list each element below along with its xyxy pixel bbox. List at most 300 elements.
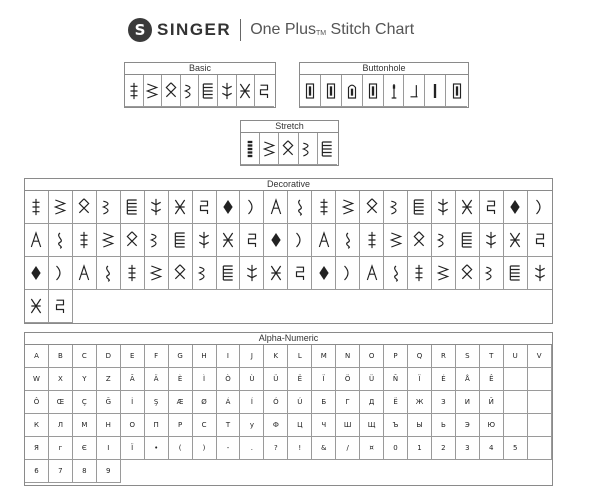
decorative-stitch-icon: [460, 196, 474, 218]
decorative-stitch-42: [480, 224, 504, 257]
decorative-stitch-67: [25, 290, 49, 323]
stretch-stitch-1: [241, 133, 260, 165]
alpha-numeric-cell: Ä: [145, 368, 169, 391]
decorative-stitch-27: [121, 224, 145, 257]
decorative-stitch-16: [384, 191, 408, 224]
buttonhole-stitch-4: [363, 75, 384, 107]
basic-stitch-icon: [183, 80, 197, 102]
basic-stitch-2: [144, 75, 163, 107]
decorative-stitch-24: [49, 224, 73, 257]
decorative-stitch-35: [312, 224, 336, 257]
alpha-numeric-cell: Ï: [312, 368, 336, 391]
alpha-numeric-cell: Ж: [408, 391, 432, 414]
trademark: TM: [316, 30, 327, 37]
decorative-stitch-icon: [29, 229, 43, 251]
alpha-numeric-cell: Å: [456, 368, 480, 391]
alpha-numeric-cell: Ї: [121, 437, 145, 460]
alpha-numeric-cell: З: [432, 391, 456, 414]
basic-stitch-5: [199, 75, 218, 107]
decorative-stitch-icon: [533, 229, 547, 251]
decorative-stitch-26: [97, 224, 121, 257]
decorative-stitch-49: [121, 257, 145, 290]
alpha-numeric-cell: -: [217, 437, 241, 460]
decorative-stitch-64: [480, 257, 504, 290]
buttonhole-stitch-1: [300, 75, 321, 107]
alpha-numeric-cell: H: [193, 345, 217, 368]
decorative-stitch-icon: [29, 295, 43, 317]
buttonhole-stitch-icon: [324, 80, 338, 102]
buttonhole-stitch-3: [342, 75, 363, 107]
alpha-numeric-cell: Р: [169, 414, 193, 437]
alpha-numeric-cell: г: [49, 437, 73, 460]
decorative-stitch-55: [264, 257, 288, 290]
alpha-numeric-cell: О: [121, 414, 145, 437]
alpha-numeric-cell: Ц: [288, 414, 312, 437]
decorative-stitch-46: [49, 257, 73, 290]
alpha-numeric-cell: Ê: [480, 368, 504, 391]
decorative-stitch-icon: [197, 196, 211, 218]
alpha-numeric-cell: Ё: [384, 391, 408, 414]
decorative-stitch-icon: [173, 196, 187, 218]
alpha-numeric-cell: Ã: [121, 368, 145, 391]
decorative-stitch-34: [288, 224, 312, 257]
decorative-stitch-60: [384, 257, 408, 290]
alpha-numeric-cell: 6: [25, 460, 49, 483]
decorative-stitch-icon: [508, 229, 522, 251]
decorative-stitch-37: [360, 224, 384, 257]
decorative-stitch-icon: [173, 262, 187, 284]
decorative-stitch-icon: [533, 196, 547, 218]
alpha-numeric-cell: ?: [264, 437, 288, 460]
decorative-title: Decorative: [25, 179, 552, 191]
alpha-numeric-cell: Œ: [49, 391, 73, 414]
basic-stitch-icon: [238, 80, 252, 102]
alpha-numeric-cell: Т: [217, 414, 241, 437]
decorative-stitch-icon: [125, 262, 139, 284]
decorative-stitch-icon: [533, 262, 547, 284]
alpha-numeric-cell: Ò: [217, 368, 241, 391]
decorative-stitch-icon: [125, 229, 139, 251]
alpha-numeric-cell: Ь: [432, 414, 456, 437]
alpha-numeric-cell: U: [504, 345, 528, 368]
decorative-stitch-12: [288, 191, 312, 224]
stretch-stitch-icon: [281, 138, 295, 160]
alpha-numeric-cell: Ф: [264, 414, 288, 437]
decorative-stitch-48: [97, 257, 121, 290]
alpha-numeric-cell: Ñ: [384, 368, 408, 391]
alpha-numeric-cell: N: [336, 345, 360, 368]
decorative-stitch-icon: [269, 229, 283, 251]
alpha-numeric-cell: .: [240, 437, 264, 460]
alpha-numeric-cell: Ô: [25, 391, 49, 414]
decorative-stitch-61: [408, 257, 432, 290]
buttonhole-stitch-7: [425, 75, 446, 107]
decorative-stitch-icon: [149, 262, 163, 284]
decorative-stitch-icon: [341, 229, 355, 251]
alpha-numeric-section: [24, 332, 553, 486]
decorative-stitch-icon: [365, 229, 379, 251]
decorative-stitch-icon: [245, 229, 259, 251]
decorative-stitch-47: [73, 257, 97, 290]
alpha-numeric-cell: O: [360, 345, 384, 368]
decorative-stitch-23: [25, 224, 49, 257]
alpha-numeric-cell: /: [336, 437, 360, 460]
decorative-stitch-icon: [436, 229, 450, 251]
singer-logo-icon: [128, 18, 152, 42]
basic-section: [124, 62, 276, 108]
decorative-stitch-icon: [460, 262, 474, 284]
alpha-numeric-cell: Й: [480, 391, 504, 414]
decorative-stitch-9: [217, 191, 241, 224]
decorative-stitch-icon: [149, 229, 163, 251]
decorative-stitch-icon: [53, 295, 67, 317]
alpha-numeric-cell: G: [169, 345, 193, 368]
buttonhole-section: [299, 62, 469, 108]
alpha-numeric-cell: Н: [97, 414, 121, 437]
alpha-numeric-cell: !: [288, 437, 312, 460]
decorative-stitch-7: [169, 191, 193, 224]
basic-stitch-6: [218, 75, 237, 107]
decorative-stitch-icon: [365, 196, 379, 218]
alpha-numeric-empty-cell: [504, 391, 528, 414]
decorative-stitch-68: [49, 290, 73, 323]
alpha-numeric-cell: 8: [73, 460, 97, 483]
decorative-stitch-18: [432, 191, 456, 224]
stretch-section: [240, 120, 339, 166]
alpha-numeric-cell: C: [73, 345, 97, 368]
decorative-stitch-icon: [53, 229, 67, 251]
decorative-stitch-icon: [508, 262, 522, 284]
alpha-numeric-empty-cell: [528, 368, 552, 391]
decorative-stitch-icon: [389, 196, 403, 218]
stretch-stitch-3: [279, 133, 298, 165]
alpha-numeric-cell: W: [25, 368, 49, 391]
alpha-numeric-title: Alpha-Numeric: [25, 333, 552, 345]
alpha-numeric-cell: Ù: [240, 368, 264, 391]
alpha-numeric-cell: D: [97, 345, 121, 368]
alpha-numeric-cell: F: [145, 345, 169, 368]
basic-stitch-icon: [257, 80, 271, 102]
alpha-numeric-cell: •: [145, 437, 169, 460]
decorative-stitch-icon: [221, 196, 235, 218]
decorative-stitch-22: [528, 191, 552, 224]
decorative-stitch-19: [456, 191, 480, 224]
alpha-numeric-cell: 3: [456, 437, 480, 460]
decorative-stitch-icon: [365, 262, 379, 284]
decorative-stitch-13: [312, 191, 336, 224]
alpha-numeric-cell: İ: [121, 391, 145, 414]
alpha-numeric-cell: Ю: [480, 414, 504, 437]
alpha-numeric-cell: 7: [49, 460, 73, 483]
basic-stitch-3: [162, 75, 181, 107]
decorative-stitch-28: [145, 224, 169, 257]
alpha-numeric-cell: Д: [360, 391, 384, 414]
stretch-stitch-4: [299, 133, 318, 165]
decorative-stitch-14: [336, 191, 360, 224]
decorative-stitch-icon: [173, 229, 187, 251]
decorative-stitch-icon: [77, 196, 91, 218]
alpha-numeric-cell: E: [121, 345, 145, 368]
alpha-numeric-cell: Ó: [264, 391, 288, 414]
decorative-stitch-62: [432, 257, 456, 290]
alpha-numeric-cell: Ü: [264, 368, 288, 391]
basic-stitch-icon: [220, 80, 234, 102]
alpha-numeric-cell: 1: [408, 437, 432, 460]
decorative-stitch-icon: [293, 229, 307, 251]
alpha-numeric-cell: B: [49, 345, 73, 368]
decorative-stitch-icon: [221, 229, 235, 251]
alpha-numeric-cell: Y: [73, 368, 97, 391]
alpha-numeric-cell: П: [145, 414, 169, 437]
decorative-stitch-icon: [149, 196, 163, 218]
alpha-numeric-cell: Ï: [408, 368, 432, 391]
decorative-stitch-icon: [412, 262, 426, 284]
buttonhole-stitch-icon: [345, 80, 359, 102]
basic-stitch-icon: [164, 80, 178, 102]
header-divider: [240, 19, 241, 41]
alpha-numeric-cell: у: [240, 414, 264, 437]
decorative-stitch-icon: [77, 262, 91, 284]
alpha-numeric-cell: Є: [73, 437, 97, 460]
alpha-numeric-cell: 4: [480, 437, 504, 460]
title-main: One Plus: [250, 21, 316, 38]
alpha-numeric-cell: ): [193, 437, 217, 460]
decorative-stitch-43: [504, 224, 528, 257]
decorative-stitch-32: [240, 224, 264, 257]
alpha-numeric-cell: Ú: [288, 391, 312, 414]
decorative-stitch-icon: [412, 229, 426, 251]
decorative-stitch-56: [288, 257, 312, 290]
alpha-numeric-cell: É: [432, 368, 456, 391]
decorative-stitch-icon: [317, 229, 331, 251]
decorative-stitch-33: [264, 224, 288, 257]
decorative-stitch-8: [193, 191, 217, 224]
decorative-stitch-44: [528, 224, 552, 257]
decorative-stitch-icon: [484, 196, 498, 218]
decorative-stitch-icon: [317, 196, 331, 218]
alpha-numeric-cell: 5: [504, 437, 528, 460]
alpha-numeric-cell: È: [169, 368, 193, 391]
decorative-stitch-icon: [341, 196, 355, 218]
decorative-stitch-39: [408, 224, 432, 257]
alpha-numeric-cell: Ì: [193, 368, 217, 391]
decorative-stitch-63: [456, 257, 480, 290]
decorative-stitch-36: [336, 224, 360, 257]
stretch-stitch-grid: [241, 133, 338, 165]
decorative-stitch-icon: [269, 196, 283, 218]
stretch-stitch-2: [260, 133, 279, 165]
decorative-stitch-icon: [53, 196, 67, 218]
alpha-numeric-cell: P: [384, 345, 408, 368]
alpha-numeric-empty-cell: [528, 391, 552, 414]
decorative-stitch-icon: [389, 262, 403, 284]
decorative-stitch-21: [504, 191, 528, 224]
basic-stitch-icon: [145, 80, 159, 102]
alpha-numeric-cell: X: [49, 368, 73, 391]
decorative-stitch-40: [432, 224, 456, 257]
alpha-numeric-cell: I: [217, 345, 241, 368]
decorative-stitch-15: [360, 191, 384, 224]
alpha-numeric-cell: M: [312, 345, 336, 368]
decorative-stitch-6: [145, 191, 169, 224]
decorative-stitch-icon: [29, 196, 43, 218]
alpha-numeric-cell: A: [25, 345, 49, 368]
decorative-stitch-2: [49, 191, 73, 224]
alpha-numeric-cell: І: [97, 437, 121, 460]
header: [128, 14, 414, 46]
decorative-stitch-icon: [101, 229, 115, 251]
decorative-stitch-65: [504, 257, 528, 290]
alpha-numeric-cell: Ü: [360, 368, 384, 391]
basic-stitch-4: [181, 75, 200, 107]
decorative-stitch-20: [480, 191, 504, 224]
decorative-stitch-icon: [221, 262, 235, 284]
decorative-stitch-icon: [245, 262, 259, 284]
buttonhole-stitch-icon: [303, 80, 317, 102]
decorative-stitch-icon: [436, 196, 450, 218]
decorative-stitch-icon: [29, 262, 43, 284]
alpha-numeric-cell: Á: [217, 391, 241, 414]
decorative-stitch-53: [217, 257, 241, 290]
decorative-stitch-66: [528, 257, 552, 290]
alpha-numeric-cell: Ş: [145, 391, 169, 414]
buttonhole-stitch-grid: [300, 75, 468, 107]
basic-stitch-7: [237, 75, 256, 107]
decorative-stitch-57: [312, 257, 336, 290]
alpha-numeric-empty-cell: [504, 414, 528, 437]
decorative-stitch-52: [193, 257, 217, 290]
alpha-numeric-cell: Ğ: [97, 391, 121, 414]
alpha-numeric-cell: Л: [49, 414, 73, 437]
decorative-stitch-54: [240, 257, 264, 290]
alpha-numeric-cell: К: [25, 414, 49, 437]
decorative-stitch-icon: [125, 196, 139, 218]
decorative-stitch-icon: [460, 229, 474, 251]
alpha-numeric-cell: Г: [336, 391, 360, 414]
decorative-stitch-icon: [293, 196, 307, 218]
basic-stitch-icon: [127, 80, 141, 102]
decorative-stitch-icon: [197, 262, 211, 284]
decorative-stitch-1: [25, 191, 49, 224]
alpha-numeric-cell: Б: [312, 391, 336, 414]
decorative-stitch-4: [97, 191, 121, 224]
alpha-numeric-cell: Ч: [312, 414, 336, 437]
basic-stitch-1: [125, 75, 144, 107]
buttonhole-stitch-8: [446, 75, 467, 107]
alpha-numeric-cell: S: [456, 345, 480, 368]
decorative-stitch-icon: [436, 262, 450, 284]
decorative-stitch-icon: [101, 262, 115, 284]
decorative-stitch-10: [240, 191, 264, 224]
brand-name: SINGER: [157, 20, 232, 39]
decorative-stitch-icon: [389, 229, 403, 251]
buttonhole-stitch-icon: [428, 80, 442, 102]
buttonhole-stitch-icon: [407, 80, 421, 102]
buttonhole-stitch-icon: [450, 80, 464, 102]
decorative-stitch-3: [73, 191, 97, 224]
alpha-numeric-cell: Э: [456, 414, 480, 437]
decorative-stitch-45: [25, 257, 49, 290]
stretch-stitch-icon: [262, 138, 276, 160]
decorative-stitch-icon: [245, 196, 259, 218]
decorative-section: [24, 178, 553, 324]
alpha-numeric-cell: М: [73, 414, 97, 437]
decorative-stitch-icon: [341, 262, 355, 284]
alpha-numeric-cell: 0: [384, 437, 408, 460]
buttonhole-stitch-6: [404, 75, 425, 107]
stretch-title: Stretch: [241, 121, 338, 133]
decorative-stitch-25: [73, 224, 97, 257]
decorative-stitch-icon: [317, 262, 331, 284]
buttonhole-stitch-5: [384, 75, 405, 107]
decorative-stitch-11: [264, 191, 288, 224]
alpha-numeric-cell: Ъ: [384, 414, 408, 437]
alpha-numeric-cell: 9: [97, 460, 121, 483]
buttonhole-stitch-2: [321, 75, 342, 107]
alpha-numeric-cell: Q: [408, 345, 432, 368]
stretch-stitch-icon: [243, 138, 257, 160]
alpha-numeric-cell: K: [264, 345, 288, 368]
decorative-stitch-30: [193, 224, 217, 257]
alpha-numeric-cell: Æ: [169, 391, 193, 414]
decorative-stitch-38: [384, 224, 408, 257]
stretch-stitch-icon: [320, 138, 334, 160]
decorative-stitch-icon: [484, 262, 498, 284]
buttonhole-stitch-icon: [366, 80, 380, 102]
decorative-stitch-icon: [293, 262, 307, 284]
decorative-stitch-grid: [25, 191, 552, 323]
logo-letter: S: [134, 21, 146, 39]
alpha-numeric-empty-cell: [528, 414, 552, 437]
title-suffix: Stitch Chart: [326, 21, 415, 38]
decorative-stitch-icon: [508, 196, 522, 218]
decorative-stitch-icon: [53, 262, 67, 284]
decorative-stitch-icon: [101, 196, 115, 218]
page-title: [250, 21, 414, 39]
alpha-numeric-cell: Я: [25, 437, 49, 460]
alpha-numeric-cell: &: [312, 437, 336, 460]
alpha-numeric-cell: T: [480, 345, 504, 368]
decorative-stitch-icon: [197, 229, 211, 251]
decorative-stitch-29: [169, 224, 193, 257]
basic-stitch-icon: [201, 80, 215, 102]
stretch-stitch-icon: [301, 138, 315, 160]
alpha-numeric-cell: R: [432, 345, 456, 368]
decorative-stitch-icon: [77, 229, 91, 251]
alpha-numeric-cell: Ç: [73, 391, 97, 414]
decorative-stitch-icon: [269, 262, 283, 284]
alpha-numeric-cell: Z: [97, 368, 121, 391]
basic-stitch-8: [255, 75, 274, 107]
alpha-numeric-cell: Ш: [336, 414, 360, 437]
buttonhole-stitch-icon: [387, 80, 401, 102]
decorative-stitch-icon: [412, 196, 426, 218]
alpha-numeric-cell: С: [193, 414, 217, 437]
decorative-stitch-icon: [484, 229, 498, 251]
decorative-stitch-58: [336, 257, 360, 290]
decorative-stitch-31: [217, 224, 241, 257]
decorative-stitch-41: [456, 224, 480, 257]
decorative-stitch-50: [145, 257, 169, 290]
alpha-numeric-cell: 2: [432, 437, 456, 460]
alpha-numeric-cell: Ы: [408, 414, 432, 437]
decorative-stitch-51: [169, 257, 193, 290]
alpha-numeric-cell: (: [169, 437, 193, 460]
alpha-numeric-cell: Í: [240, 391, 264, 414]
alpha-numeric-grid: [25, 345, 552, 483]
decorative-stitch-59: [360, 257, 384, 290]
alpha-numeric-cell: Ö: [336, 368, 360, 391]
